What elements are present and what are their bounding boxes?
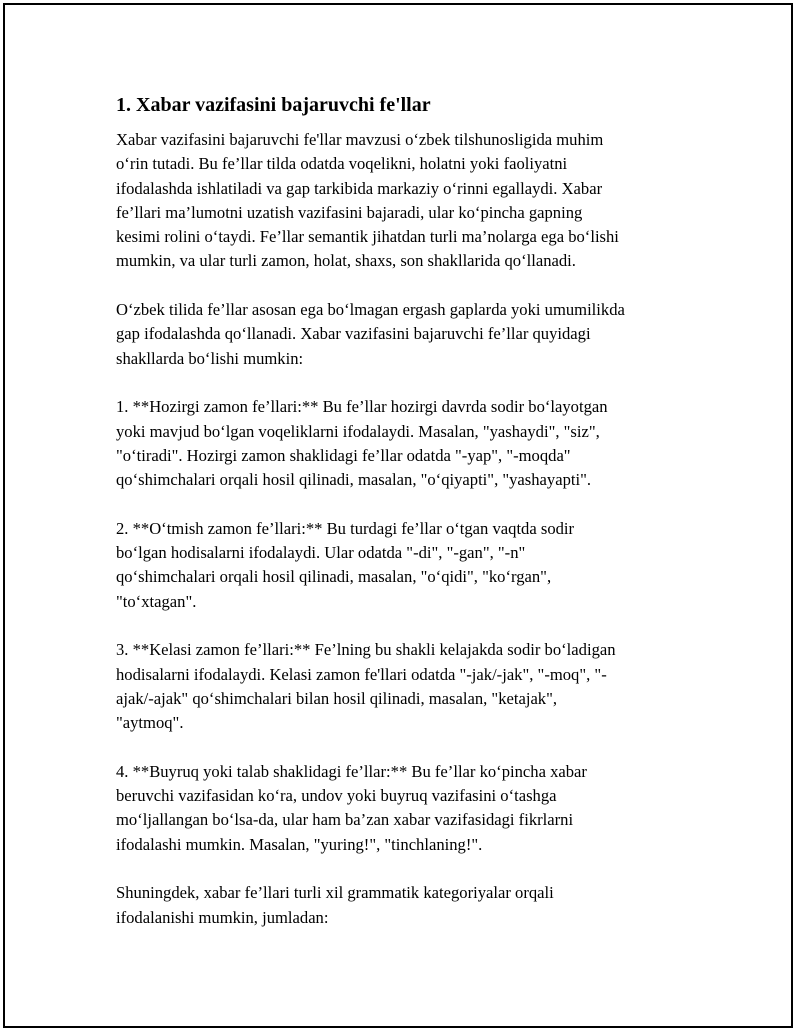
list-item-future-tense xyxy=(116,638,696,735)
text-line: ajak/-ajak" qoʻshimchalari bilan hosil qilinadi, masalan, "ketajak", xyxy=(116,688,558,708)
list-item-imperative xyxy=(116,760,696,857)
text-line: moʻljallangan boʻlsa-da, ular ham ba’zan xabar vazifasidagi fikrlarni xyxy=(116,810,574,830)
text-line: hodisalarni ifodalaydi. Kelasi zamon fe'llari odatda "-jak/-jak", "-moq", "- xyxy=(116,664,607,684)
paragraph-conclusion xyxy=(116,881,696,930)
text-line: kesimi rolini oʻtaydi. Fe’llar semantik jihatdan turli ma’nolarga ega boʻlishi xyxy=(116,227,619,247)
document-body xyxy=(116,92,696,954)
text-line: beruvchi vazifasidan koʻra, undov yoki buyruq vazifasini oʻtashga xyxy=(116,786,557,806)
list-item-present-tense xyxy=(116,395,696,492)
text-line: "aytmoq". xyxy=(116,713,184,733)
text-line: fe’llari ma’lumotni uzatish vazifasini bajaradi, ular koʻpincha gapning xyxy=(116,202,583,222)
text-line: Shuningdek, xabar fe’llari turli xil grammatik kategoriyalar orqali xyxy=(116,883,554,903)
text-line: "oʻtiradi". Hozirgi zamon shaklidagi fe’llar odatda "-yap", "-moqda" xyxy=(116,445,571,465)
text-line: ifodalashda ishlatiladi va gap tarkibida markaziy oʻrinni egallaydi. Xabar xyxy=(116,178,603,198)
text-line: Oʻzbek tilida fe’llar asosan ega boʻlmagan ergash gaplarda yoki umumilikda xyxy=(116,300,625,320)
section-title: 1. Xabar vazifasini bajaruvchi fe'llar xyxy=(116,94,431,116)
text-line: "toʻxtagan". xyxy=(116,591,197,611)
text-line: 1. **Hozirgi zamon fe’llari:** Bu fe’llar hozirgi davrda sodir boʻlayotgan xyxy=(116,397,608,417)
text-line: qoʻshimchalari orqali hosil qilinadi, masalan, "oʻqidi", "koʻrgan", xyxy=(116,567,552,587)
text-line: boʻlgan hodisalarni ifodalaydi. Ular odatda "-di", "-gan", "-n" xyxy=(116,543,526,563)
text-line: oʻrin tutadi. Bu fe’llar tilda odatda voqelikni, holatni yoki faoliyatni xyxy=(116,154,568,174)
paragraph-forms-intro xyxy=(116,298,696,371)
text-line: qoʻshimchalari orqali hosil qilinadi, masalan, "oʻqiyapti", "yashayapti". xyxy=(116,470,592,490)
text-line: shakllarda boʻlishi mumkin: xyxy=(116,348,304,368)
paragraph-intro xyxy=(116,128,696,274)
text-line: Xabar vazifasini bajaruvchi fe'llar mavzusi oʻzbek tilshunosligida muhim xyxy=(116,130,604,149)
text-line: ifodalanishi mumkin, jumladan: xyxy=(116,907,329,927)
text-line: 2. **Oʻtmish zamon fe’llari:** Bu turdagi fe’llar oʻtgan vaqtda sodir xyxy=(116,518,575,538)
text-line: ifodalashi mumkin. Masalan, "yuring!", "tinchlaning!". xyxy=(116,834,483,854)
text-line: 3. **Kelasi zamon fe’llari:** Fe’lning bu shakli kelajakda sodir boʻladigan xyxy=(116,640,616,660)
list-item-past-tense xyxy=(116,517,696,614)
text-line: yoki mavjud boʻlgan voqeliklarni ifodalaydi. Masalan, "yashaydi", "siz", xyxy=(116,421,600,441)
text-line: mumkin, va ular turli zamon, holat, shaxs, son shakllarida qoʻllanadi. xyxy=(116,251,576,271)
text-line: gap ifodalashda qoʻllanadi. Xabar vazifasini bajaruvchi fe’llar quyidagi xyxy=(116,324,591,344)
text-line: 4. **Buyruq yoki talab shaklidagi fe’llar:** Bu fe’llar koʻpincha xabar xyxy=(116,761,587,781)
